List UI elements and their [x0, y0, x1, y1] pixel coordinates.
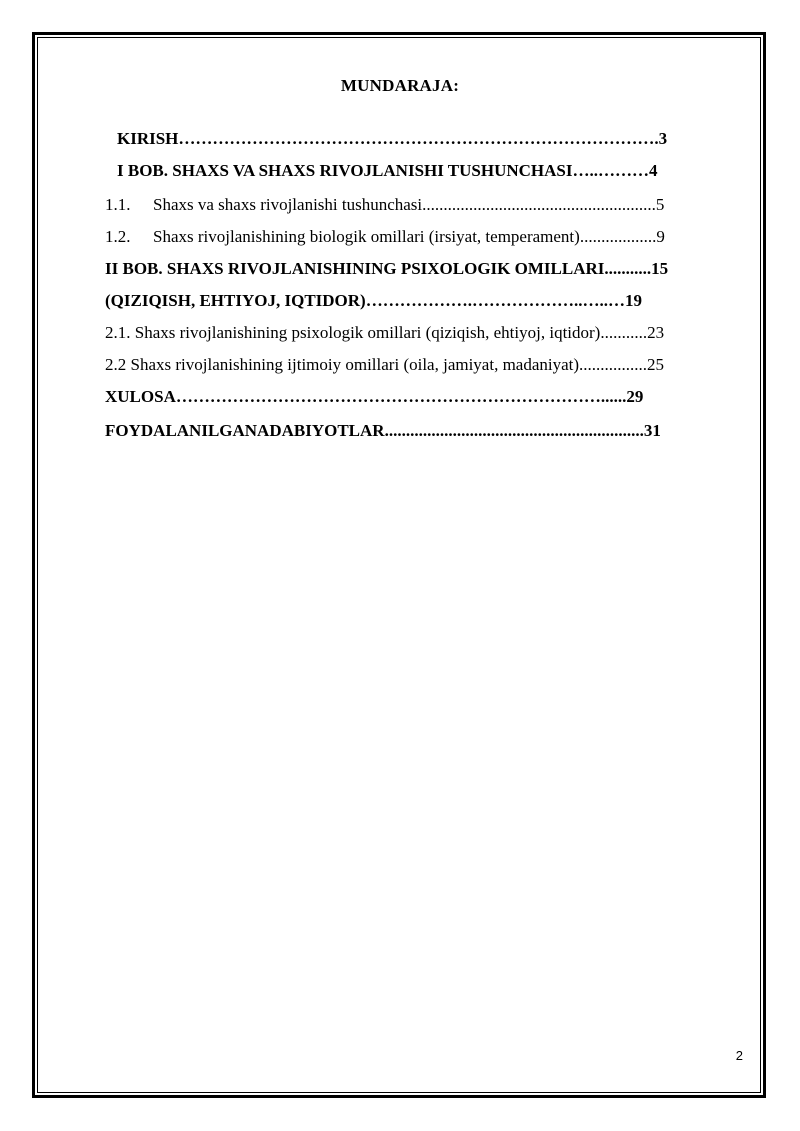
- toc-entry-number: 1.1.: [105, 195, 131, 214]
- toc-entry-1-1: [105, 194, 664, 216]
- page-number: 2: [735, 1048, 743, 1063]
- toc-entry-text: Shaxs va shaxs rivojlanishi tushunchasi.......................................................5: [153, 195, 665, 214]
- toc-entry-chapter-2-line-1: II BOB. SHAXS RIVOJLANISHINING PSIXOLOGIK OMILLARI...........15: [105, 259, 669, 278]
- toc-entry-chapter-2-line-2: (QIZIQISH, EHTIYOJ, IQTIDOR)……………….………………..…..…19: [105, 291, 642, 310]
- toc-entry-2-1: 2.1. Shaxs rivojlanishining psixologik omillari (qiziqish, ehtiyoj, iqtidor)...........23: [105, 323, 665, 342]
- toc-entry-2-2: 2.2 Shaxs rivojlanishining ijtimoiy omillari (oila, jamiyat, madaniyat)................25: [105, 355, 665, 374]
- toc-entry-text: Shaxs rivojlanishining biologik omillari (irsiyat, temperament)..................9: [153, 227, 665, 246]
- toc-title: MUNDARAJA:: [340, 76, 460, 95]
- toc-entry-kirish: KIRISH………………………………………………………………………….3: [117, 129, 668, 148]
- toc-entry-chapter-1: I BOB. SHAXS VA SHAXS RIVOJLANISHI TUSHUNCHASI…..………4: [117, 161, 658, 180]
- toc-entry-adabiyotlar: FOYDALANILGANADABIYOTLAR.............................................................31: [105, 421, 661, 440]
- toc-entry-1-2: [105, 226, 665, 248]
- toc-entry-xulosa: XULOSA…………………………………………………………………......29: [105, 387, 644, 406]
- toc-entry-number: 1.2.: [105, 227, 131, 246]
